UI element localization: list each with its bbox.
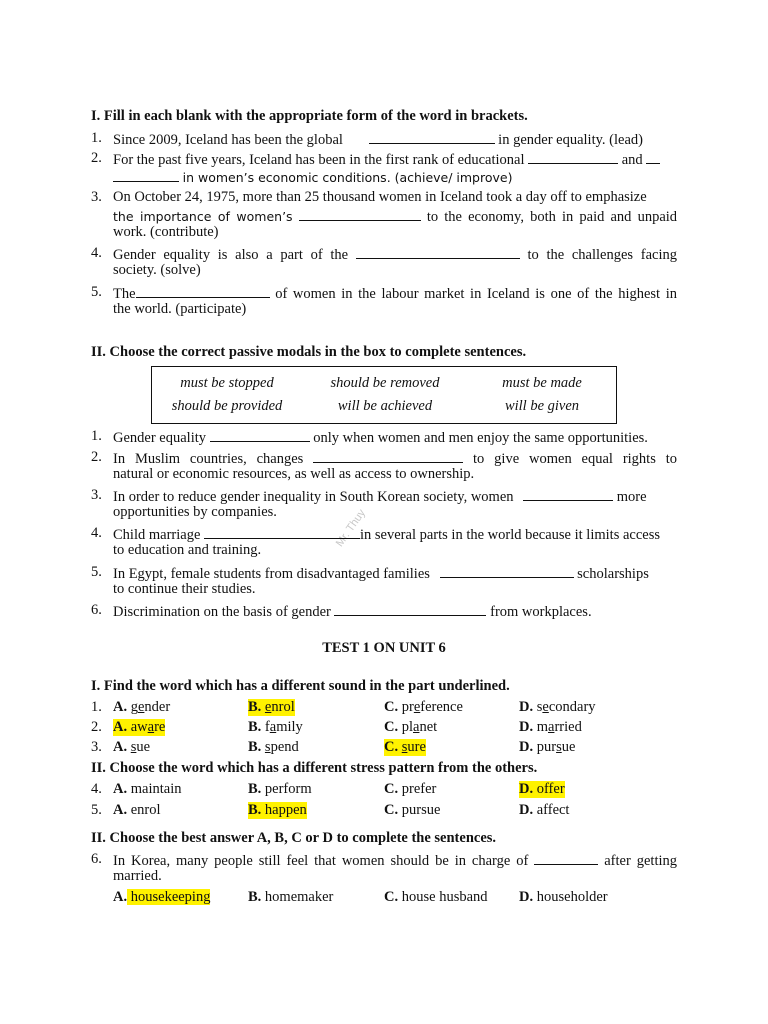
option-c[interactable]: C. planet	[384, 719, 438, 735]
answer-blank[interactable]	[204, 525, 360, 539]
question-part: the importance of women’s	[113, 209, 293, 224]
word-box	[151, 366, 617, 424]
question-part: after getting	[604, 853, 678, 869]
question-part: For the past five years, Iceland has been in the first rank of educational	[113, 152, 525, 168]
option-text: prefer	[398, 781, 437, 797]
answer-blank[interactable]	[313, 449, 463, 463]
answer-blank[interactable]	[210, 428, 310, 442]
q-number: 3.	[91, 739, 102, 755]
box-option: must be made	[502, 375, 582, 391]
answer-blank[interactable]	[523, 487, 613, 501]
q-number: 3.	[91, 487, 102, 503]
question-part: Child marriage	[113, 527, 201, 543]
option-b[interactable]: B. perform	[248, 781, 312, 797]
question-part: The	[113, 286, 136, 302]
part2-heading: II. Choose the correct passive modals in the box to complete sentences.	[91, 344, 527, 360]
option-c[interactable]: C. prefer	[384, 781, 437, 797]
option-d[interactable]: D. married	[519, 719, 582, 735]
option-text: secondary	[533, 699, 596, 715]
answer-blank[interactable]	[334, 602, 486, 616]
question-part: to give women equal rights to	[473, 451, 678, 467]
answer-blank[interactable]	[528, 150, 618, 164]
option-b[interactable]: B. happen	[248, 802, 307, 818]
option-text: married	[533, 719, 582, 735]
option-a[interactable]: A. gender	[113, 699, 171, 715]
q-number: 1.	[91, 699, 102, 715]
option-text: gender	[127, 699, 171, 715]
question-part: from workplaces.	[490, 604, 592, 620]
question-part: scholarships	[577, 566, 649, 582]
box-option: will be achieved	[337, 398, 433, 414]
q-number: 5.	[91, 564, 102, 580]
question-part: Since 2009, Iceland has been the global	[113, 132, 343, 148]
answer-blank[interactable]	[299, 207, 421, 221]
question-part: in gender equality. (lead)	[498, 132, 643, 148]
option-c[interactable]: C. preference	[384, 699, 463, 715]
option-d[interactable]: D. offer	[519, 781, 565, 797]
question-part: only when women and men enjoy the same opportunities.	[313, 430, 648, 446]
option-a[interactable]: A. housekeeping	[113, 889, 211, 905]
box-option: will be given	[504, 398, 580, 414]
box-option: must be stopped	[180, 375, 274, 391]
q-number: 4.	[91, 525, 102, 541]
option-text: enrol	[264, 699, 295, 715]
question-part: more	[616, 489, 647, 505]
option-text: planet	[398, 719, 438, 735]
question-part: In order to reduce gender inequality in South Korean society, women	[113, 489, 514, 505]
answer-blank[interactable]	[356, 245, 520, 259]
box-option: should be provided	[171, 398, 283, 414]
option-text: homemaker	[261, 889, 334, 905]
option-text: sue	[130, 739, 151, 755]
option-a[interactable]: A. sue	[113, 739, 151, 755]
question-text: the world. (participate)	[113, 301, 247, 317]
option-text: preference	[398, 699, 463, 715]
option-text: aware	[127, 719, 166, 735]
option-d[interactable]: D. secondary	[519, 699, 596, 715]
question-text: On October 24, 1975, more than 25 thousand women in Iceland took a day off to emphasize	[113, 189, 647, 205]
q-number: 5.	[91, 802, 102, 818]
option-text: pursue	[533, 739, 576, 755]
test-section-heading: II. Choose the best answer A, B, C or D to complete the sentences.	[91, 830, 497, 846]
q-number: 2.	[91, 449, 102, 465]
part1-heading: I. Fill in each blank with the appropriate form of the word in brackets.	[91, 108, 528, 124]
option-text: house husband	[398, 889, 488, 905]
answer-blank[interactable]	[534, 851, 598, 865]
option-a[interactable]: A. maintain	[113, 781, 182, 797]
answer-blank[interactable]	[646, 150, 660, 164]
question-text	[113, 168, 677, 187]
q-number: 4.	[91, 781, 102, 797]
question-part: to the economy, both in paid and unpaid	[426, 209, 678, 225]
question-text	[113, 150, 677, 169]
question-text: opportunities by companies.	[113, 504, 277, 520]
question-part: to the challenges facing	[527, 247, 677, 263]
option-c[interactable]: C. pursue	[384, 802, 441, 818]
option-text: sure	[401, 739, 426, 755]
watermark: Mr. Thuy	[333, 507, 369, 550]
option-text: offer	[533, 781, 565, 797]
question-part: of women in the labour market in Iceland is one of the highest in	[275, 286, 677, 302]
option-d[interactable]: D. pursue	[519, 739, 576, 755]
option-text: enrol	[127, 802, 161, 818]
option-d[interactable]: D. householder	[519, 889, 608, 905]
option-b[interactable]: B. enrol	[248, 699, 295, 715]
option-b[interactable]: B. homemaker	[248, 889, 334, 905]
option-text: family	[261, 719, 303, 735]
option-text: maintain	[127, 781, 182, 797]
option-text: pursue	[398, 802, 441, 818]
q-number: 1.	[91, 428, 102, 444]
question-text: to education and training.	[113, 542, 262, 558]
test-section-heading: II. Choose the word which has a different stress pattern from the others.	[91, 760, 538, 776]
question-text: married.	[113, 868, 162, 884]
question-text	[113, 130, 677, 149]
test-section-heading: I. Find the word which has a different sound in the part underlined.	[91, 678, 510, 694]
option-a[interactable]: A. enrol	[113, 802, 161, 818]
question-text: society. (solve)	[113, 262, 201, 278]
question-part: In Egypt, female students from disadvantaged families	[113, 566, 430, 582]
q-number: 6.	[91, 851, 102, 867]
question-text: to continue their studies.	[113, 581, 256, 597]
q-number: 6.	[91, 602, 102, 618]
option-d[interactable]: D. affect	[519, 802, 570, 818]
question-part: In Korea, many people still feel that women should be in charge of	[113, 853, 529, 869]
option-text: happen	[261, 802, 307, 818]
q-number: 5.	[91, 284, 102, 300]
option-c[interactable]: C. sure	[384, 739, 426, 755]
q-number: 2.	[91, 719, 102, 735]
question-part: Gender equality	[113, 430, 207, 446]
option-b[interactable]: B. spend	[248, 739, 299, 755]
option-b[interactable]: B. family	[248, 719, 303, 735]
q-number: 1.	[91, 130, 102, 146]
q-number: 4.	[91, 245, 102, 261]
test-title: TEST 1 ON UNIT 6	[322, 640, 446, 656]
question-part: in several parts in the world because it limits access	[360, 527, 660, 543]
question-part: and	[621, 152, 643, 168]
option-text: householder	[533, 889, 608, 905]
option-a[interactable]: A. aware	[113, 719, 166, 735]
option-text: spend	[264, 739, 299, 755]
question-part: in women’s economic conditions. (achieve/ improve)	[182, 170, 513, 185]
question-part: Gender equality is also a part of the	[113, 247, 349, 263]
option-text: affect	[533, 802, 570, 818]
question-part: Discrimination on the basis of gender	[113, 604, 331, 620]
question-text	[113, 428, 677, 447]
question-text: work. (contribute)	[113, 224, 219, 240]
question-text: natural or economic resources, as well as access to ownership.	[113, 466, 475, 482]
q-number: 3.	[91, 189, 102, 205]
answer-blank[interactable]	[369, 130, 495, 144]
answer-blank[interactable]	[113, 168, 179, 182]
option-text: housekeeping	[127, 889, 211, 905]
question-text	[113, 602, 677, 621]
option-c[interactable]: C. house husband	[384, 889, 488, 905]
option-text: perform	[261, 781, 312, 797]
box-option: should be removed	[330, 375, 440, 391]
answer-blank[interactable]	[136, 284, 270, 298]
answer-blank[interactable]	[440, 564, 574, 578]
question-part: In Muslim countries, changes	[113, 451, 304, 467]
q-number: 2.	[91, 150, 102, 166]
